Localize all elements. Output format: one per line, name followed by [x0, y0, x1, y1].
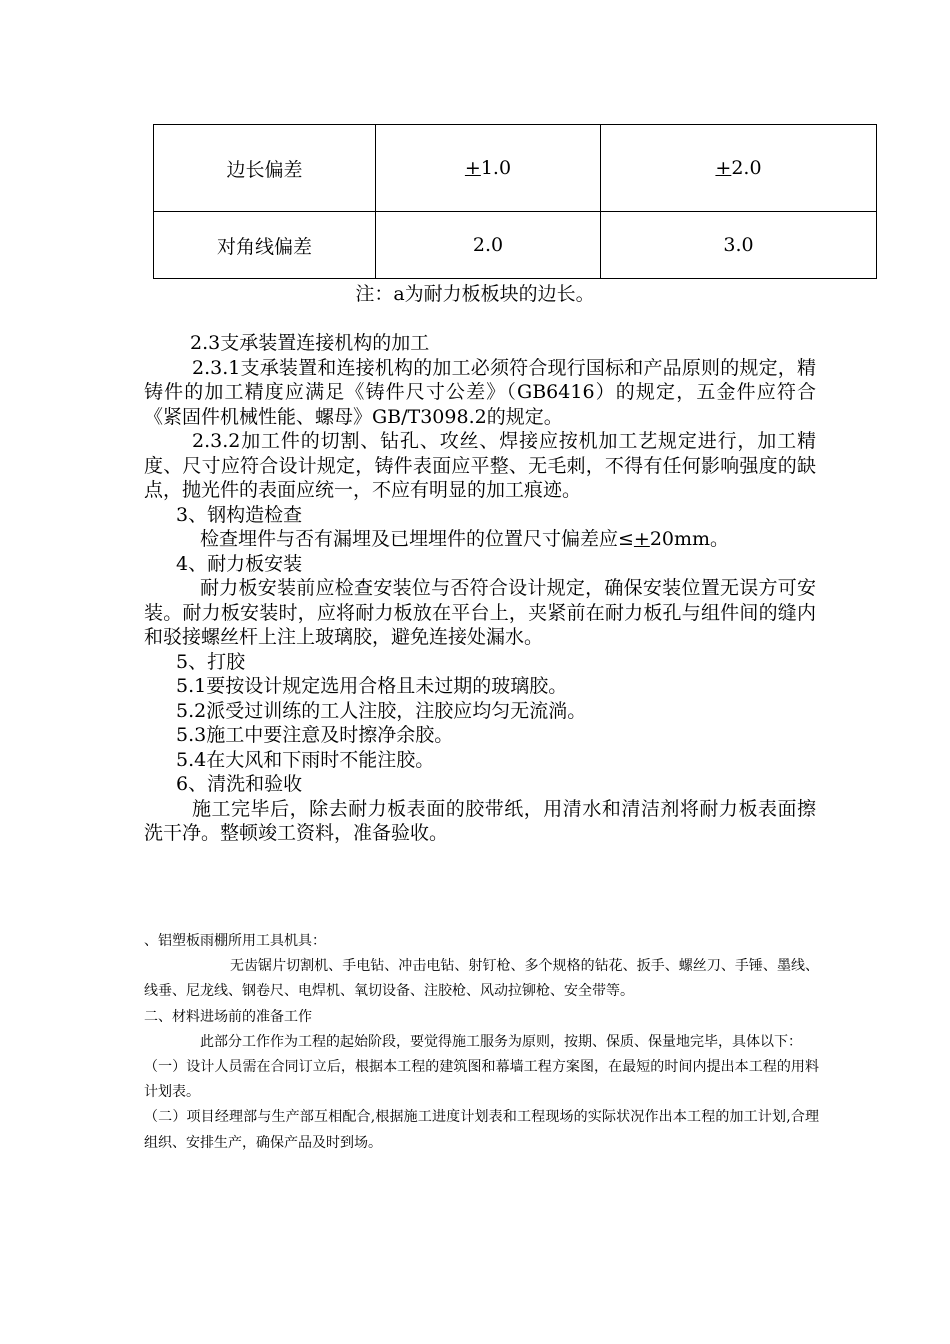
section-heading-2-3: 2.3支承装置连接机构的加工 — [190, 332, 430, 354]
body-sections — [144, 331, 816, 846]
table-cell — [376, 125, 601, 212]
cell-value: 1.0 — [480, 157, 512, 179]
materials-intro: 此部分工作作为工程的起始阶段，要觉得施工服务为原则，按期、保质、保量地完毕，具体以下： — [200, 1033, 802, 1050]
paragraph-3-text: 检查埋件与否有漏埋及已埋埋件的位置尺寸偏差应≤ — [200, 528, 634, 550]
table-row — [154, 125, 877, 212]
section-heading-4: 4、耐力板安装 — [176, 552, 303, 575]
tools-heading: 、铝塑板雨棚所用工具机具： — [144, 933, 326, 949]
plus-minus-sign: + — [464, 157, 481, 179]
list-item: 5.3施工中要注意及时擦净余胶。 — [176, 724, 454, 746]
cell-value: 2.0 — [731, 157, 762, 179]
list-item: 5.4在大风和下雨时不能注胶。 — [176, 748, 435, 771]
list-item: 5.1要按设计规定选用合格且未过期的玻璃胶。 — [176, 675, 568, 697]
section-heading-5: 5、打胶 — [176, 650, 246, 673]
table-row — [154, 212, 877, 279]
paragraph-3 — [144, 527, 816, 552]
plus-minus-sign: + — [633, 528, 650, 550]
tools-list: 无齿锯片切割机、手电钻、冲击电钻、射钉枪、多个规格的钻花、扳手、螺丝刀、手锤、墨线、线垂、尼龙线、钢卷尺、电焊机、氧切设备、注胶枪、风动拉铆枪、安全带等。 — [144, 958, 819, 1000]
table-cell — [601, 125, 877, 212]
materials-item: （二）项目经理部与生产部互相配合,根据施工进度计划表和工程现场的实际状况作出本工程的加工计划,合理组织、安排生产，确保产品及时到场。 — [144, 1109, 819, 1151]
row-label: 边长偏差 — [154, 125, 376, 212]
paragraph-2-3-1: 2.3.1支承装置和连接机构的加工必须符合现行国标和产品原则的规定，精铸件的加工精度应满足《铸件尺寸公差》（GB6416）的规定，五金件应符合《紧固件机械性能、螺母》GB/T3098.2的规定。 — [144, 356, 816, 428]
plus-minus-sign: + — [715, 157, 732, 179]
paragraph-3-value: 20mm。 — [649, 528, 730, 550]
row-label: 对角线偏差 — [154, 212, 376, 279]
section-heading-3: 3、钢构造检查 — [176, 503, 303, 526]
materials-item: （一）设计人员需在合同订立后，根据本工程的建筑图和幕墙工程方案图，在最短的时间内提出本工程的用料计划表。 — [144, 1059, 819, 1101]
tools-and-materials — [144, 929, 819, 1156]
paragraph-6: 施工完毕后，除去耐力板表面的胶带纸，用清水和清洁剂将耐力板表面擦洗干净。整顿竣工资料，准备验收。 — [144, 797, 816, 844]
cell-value: 2.0 — [376, 212, 601, 279]
materials-heading: 二、材料进场前的准备工作 — [144, 1008, 312, 1025]
paragraph-4: 耐力板安装前应检查安装位与否符合设计规定，确保安装位置无误方可安装。耐力板安装时，应将耐力板放在平台上，夹紧前在耐力板孔与组件间的缝内和驳接螺丝杆上注上玻璃胶，避免连接处漏水。 — [144, 577, 816, 648]
paragraph-2-3-2: 2.3.2加工件的切割、钻孔、攻丝、焊接应按机加工艺规定进行，加工精度、尺寸应符合设计规定，铸件表面应平整、无毛刺，不得有任何影响强度的缺点，抛光件的表面应统一，不应有明显的加工痕迹。 — [144, 430, 816, 501]
tolerance-table — [153, 124, 877, 279]
list-item: 5.2派受过训练的工人注胶，注胶应均匀无流淌。 — [176, 699, 587, 722]
table-note: 注：a为耐力板板块的边长。 — [355, 283, 595, 305]
section-heading-6: 6、清洗和验收 — [176, 773, 303, 795]
cell-value: 3.0 — [601, 212, 877, 279]
